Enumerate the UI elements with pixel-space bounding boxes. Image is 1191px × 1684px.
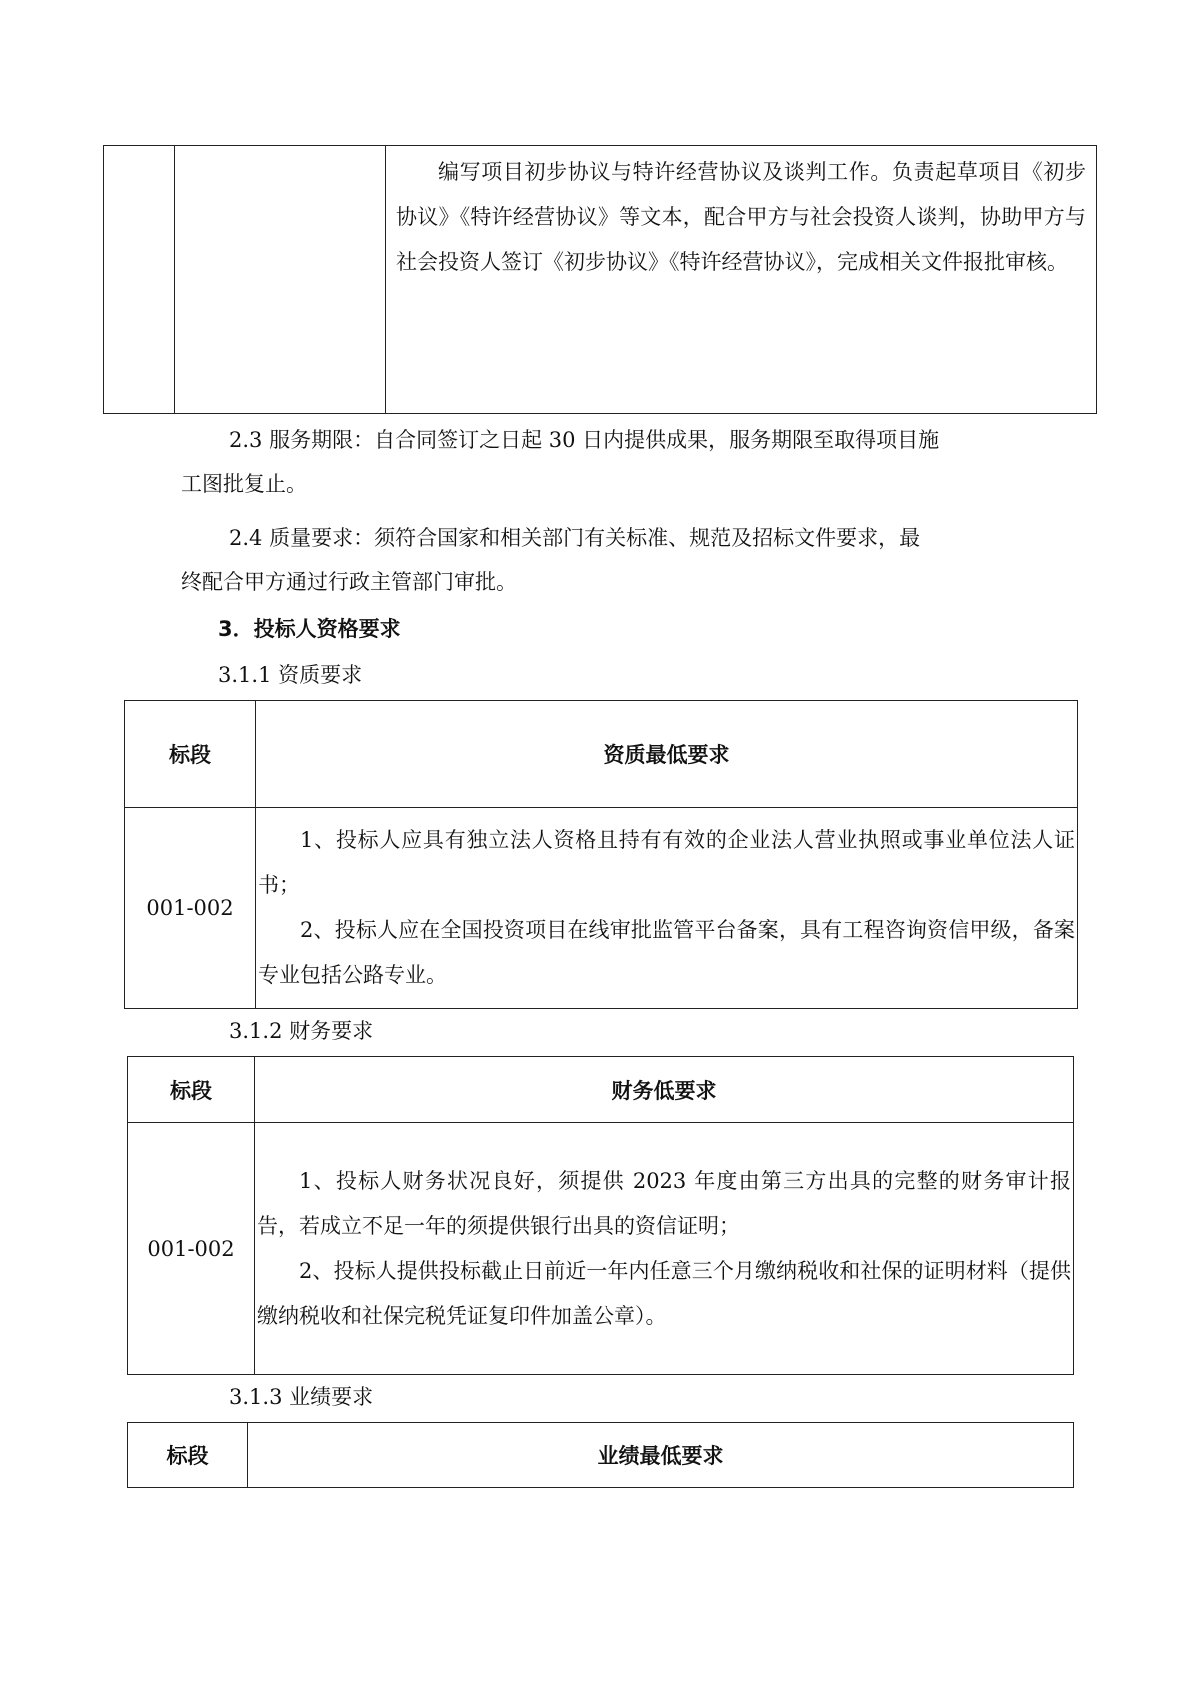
top-table <box>103 145 1097 414</box>
s312-content <box>255 1123 1074 1375</box>
top-table-cell-1 <box>104 146 175 414</box>
para-2-4-line2: 终配合甲方通过行政主管部门审批。 <box>181 570 517 594</box>
para-2-3-line2: 工图批复止。 <box>181 472 307 496</box>
s313-table <box>127 1422 1074 1488</box>
s312-item-2: 2、投标人提供投标截止日前近一年内任意三个月缴纳税收和社保的证明材料（提供缴纳税收和社保完税凭证复印件加盖公章）。 <box>257 1258 1071 1328</box>
s311-item-2: 2、投标人应在全国投资项目在线审批监管平台备案，具有工程咨询资信甲级，备案专业包括公路专业。 <box>258 918 1075 987</box>
para-2-4 <box>181 516 1081 604</box>
para-2-3-line1: 2.3 服务期限：自合同签订之日起 30 日内提供成果，服务期限至取得项目施 <box>229 428 940 452</box>
para-2-3 <box>181 418 1081 506</box>
s312-heading: 3.1.2 财务要求 <box>229 1019 374 1043</box>
s311-table <box>124 700 1078 1009</box>
s311-item-1: 1、投标人应具有独立法人资格且持有有效的企业法人营业执照或事业单位法人证书； <box>258 828 1075 897</box>
s311-content <box>256 808 1078 1009</box>
s313-col1-header: 标段 <box>128 1423 248 1488</box>
s311-heading: 3.1.1 资质要求 <box>218 663 363 687</box>
s312-item-1: 1、投标人财务状况良好，须提供 2023 年度由第三方出具的完整的财务审计报告，若成立不足一年的须提供银行出具的资信证明； <box>257 1168 1071 1238</box>
s313-heading: 3.1.3 业绩要求 <box>229 1385 374 1409</box>
s312-col2-header: 财务低要求 <box>255 1057 1074 1123</box>
s313-col2-header: 业绩最低要求 <box>248 1423 1074 1488</box>
s312-col1-header: 标段 <box>128 1057 255 1123</box>
s311-col2-header: 资质最低要求 <box>256 701 1078 808</box>
s311-col1-header: 标段 <box>125 701 256 808</box>
s312-table <box>127 1056 1074 1375</box>
s311-segment: 001-002 <box>125 808 256 1009</box>
top-table-cell-3 <box>386 146 1097 414</box>
top-table-cell-2 <box>175 146 386 414</box>
top-table-text: 编写项目初步协议与特许经营协议及谈判工作。负责起草项目《初步协议》《特许经营协议》等文本，配合甲方与社会投资人谈判，协助甲方与社会投资人签订《初步协议》《特许经营协议》，完成相关文件报批审核。 <box>396 160 1086 274</box>
para-2-4-line1: 2.4 质量要求：须符合国家和相关部门有关标准、规范及招标文件要求，最 <box>229 526 921 550</box>
section-3-title: 3．投标人资格要求 <box>218 617 401 641</box>
s312-segment: 001-002 <box>128 1123 255 1375</box>
